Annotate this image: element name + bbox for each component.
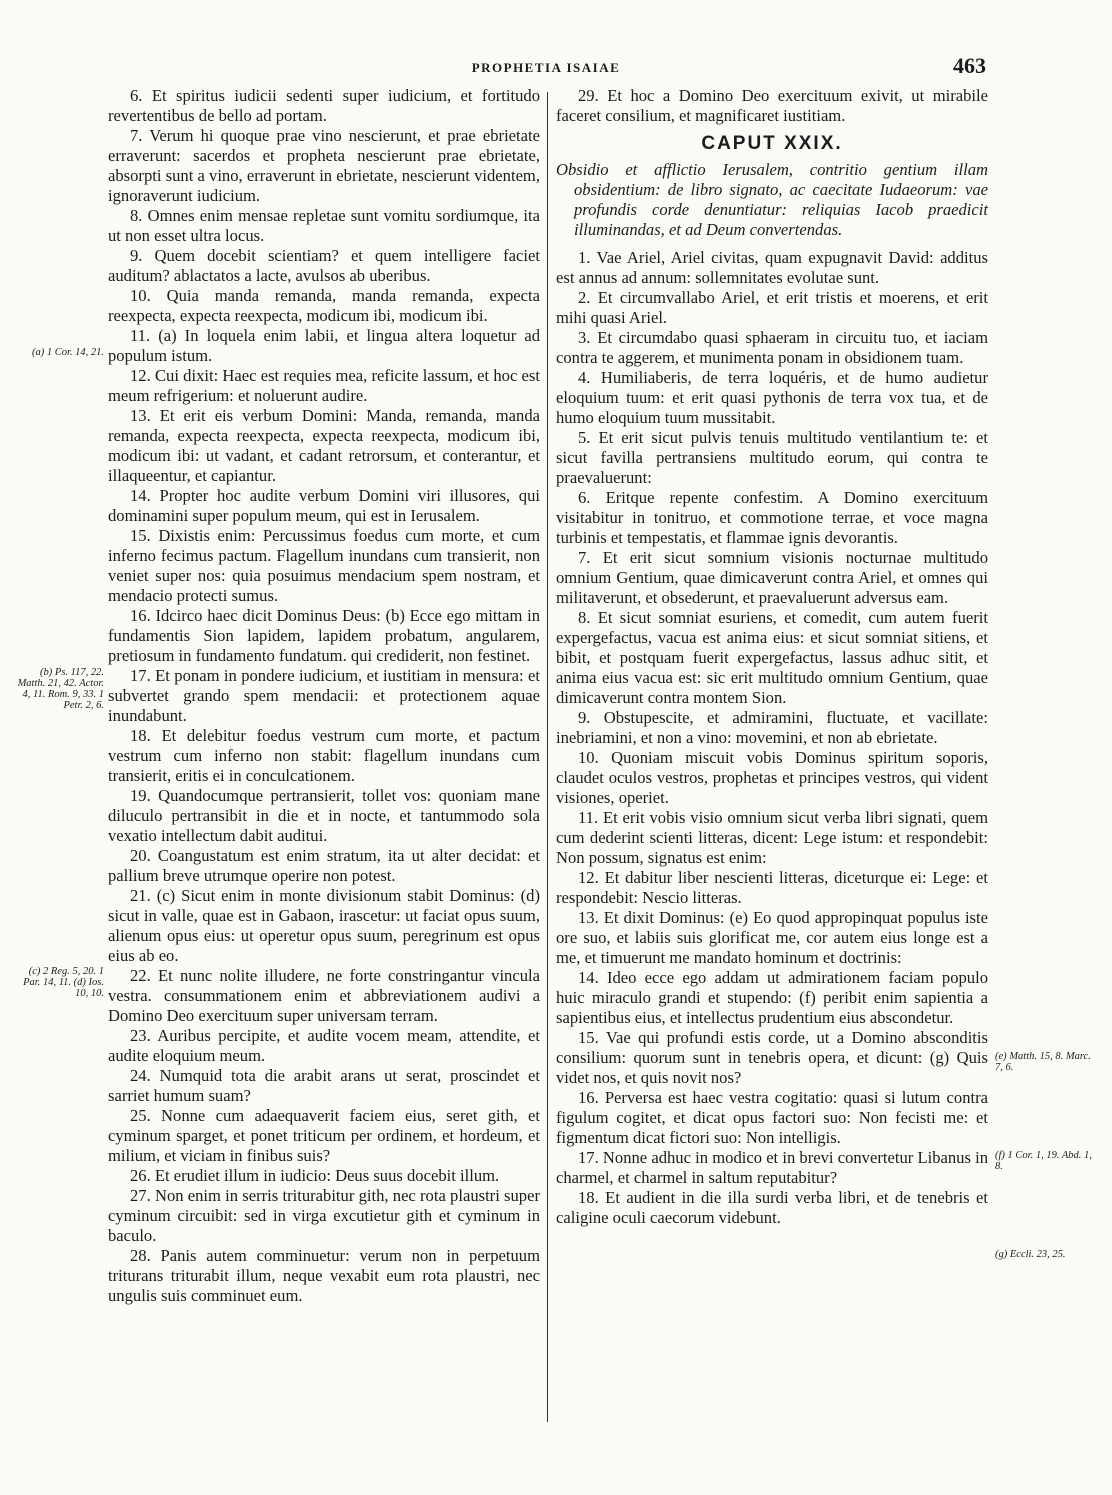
verse-paragraph: 10. Quia manda remanda, manda remanda, expecta reexpecta, expecta reexpecta, modicum ibi, modicum ibi. — [108, 286, 540, 325]
verse-paragraph: 6. Et spiritus iudicii sedenti super iudicium, et fortitudo revertentibus de bello ad portam. — [108, 86, 540, 125]
verse-paragraph: 29. Et hoc a Domino Deo exercituum exivit, ut mirabile faceret consilium, et magnificaret iustitiam. — [556, 86, 988, 125]
verse-paragraph: 5. Et erit sicut pulvis tenuis multitudo ventilantium te: et sicut favilla pertransiens multitudo eorum, qui contra te praevaluerunt: — [556, 428, 988, 487]
verse-paragraph: 16. Perversa est haec vestra cogitatio: quasi si lutum contra figulum cogitet, et dicat opus factori suo: Non fecisti me: et figmentum dicat fictori suo: Non intelligis. — [556, 1088, 988, 1147]
verse-paragraph: 6. Eritque repente confestim. A Domino exercituum visitabitur in tonitruo, et commotione terrae, et voce magna turbinis et tempestatis, et flammae ignis devorantis. — [556, 488, 988, 547]
verse-paragraph: 9. Quem docebit scientiam? et quem intelligere faciet auditum? ablactatos a lacte, avulsos ab uberibus. — [108, 246, 540, 285]
verse-paragraph: 17. Nonne adhuc in modico et in brevi convertetur Libanus in charmel, et charmel in saltum reputabitur? — [556, 1148, 988, 1187]
chapter-heading: CAPUT XXIX. — [701, 133, 843, 154]
verse-paragraph: 19. Quandocumque pertransierit, tollet vos: quoniam mane diluculo pertransibit in die et in nocte, et tantummodo sola vexatio intellectum dabit auditui. — [108, 786, 540, 845]
verse-paragraph: 25. Nonne cum adaequaverit faciem eius, seret gith, et cyminum sparget, et ponet triticum per ordinem, et hordeum, et milium, et viciam in finibus suis? — [108, 1106, 540, 1165]
column-divider — [547, 92, 548, 1422]
verse-paragraph: 4. Humiliaberis, de terra loquéris, et de humo audietur eloquium tuum: et erit quasi pythonis de terra vox tua, et de humo eloquium tuum mussitabit. — [556, 368, 988, 427]
verse-paragraph: 13. Et dixit Dominus: (e) Eo quod appropinquat populus iste ore suo, et labiis suis glorificat me, cor autem eius longe est a me, et timuerunt me mandato hominum et doctrinis: — [556, 908, 988, 967]
verse-paragraph: 8. Et sicut somniat esuriens, et comedit, cum autem fuerit expergefactus, vacua est anima eius: et sicut somniat sitiens, et bibit, et postquam fuerit expergefactus, lassus adhuc sitit, et anima eius vacua est: sic erit multitudo omnium Gentium, quae dimicaverunt contra montem Sion. — [556, 608, 988, 707]
verse-paragraph: 11. (a) In loquela enim labii, et lingua altera loquetur ad populum istum. — [108, 326, 540, 365]
verse-paragraph: 10. Quoniam miscuit vobis Dominus spiritum soporis, claudet oculos vestros, prophetas et principes vestros, qui vident visiones, operiet. — [556, 748, 988, 807]
verse-paragraph: 17. Et ponam in pondere iudicium, et iustitiam in mensura: et subvertet grando spem mendacii: et protectionem aquae inundabunt. — [108, 666, 540, 725]
verse-paragraph: 18. Et delebitur foedus vestrum cum morte, et pactum vestrum cum inferno non stabit: flagellum inundans cum transierit, eritis ei in conculcationem. — [108, 726, 540, 785]
verse-paragraph: 20. Coangustatum est enim stratum, ita ut alter decidat: et pallium breve utrumque operire non potest. — [108, 846, 540, 885]
verse-paragraph: 11. Et erit vobis visio omnium sicut verba libri signati, quem cum dederint scienti litteras, dicent: Lege istum: et respondebit: Non possum, signatus est enim: — [556, 808, 988, 867]
verse-paragraph: 23. Auribus percipite, et audite vocem meam, attendite, et audite eloquium meum. — [108, 1026, 540, 1065]
verse-paragraph: 14. Propter hoc audite verbum Domini viri illusores, qui dominamini super populum meum, qui est in Ierusalem. — [108, 486, 540, 525]
chapter-summary: Obsidio et afflictio Ierusalem, contritio gentium illam obsidentium: de libro signato, ac caecitate Iudaeorum: vae profundis corde denuntiatur: reliquias Iacob praedicit illuminandas, et ad Deum convertendas. — [556, 160, 988, 239]
margin-note-e: (e) Matth. 15, 8. Marc. 7, 6. — [995, 1051, 1091, 1073]
margin-note-cd: (c) 2 Reg. 5, 20. 1 Par. 14, 11. (d) Ios. 10, 10. — [23, 966, 104, 999]
running-title: PROPHETIA ISAIAE — [471, 60, 621, 75]
verse-paragraph: 7. Et erit sicut somnium visionis nocturnae multitudo omnium Gentium, quae dimicaverunt contra Ariel, et omnes qui militaverunt, et obsederunt, et praevaluerunt adversus eam. — [556, 548, 988, 607]
verse-paragraph: 8. Omnes enim mensae repletae sunt vomitu sordiumque, ita ut non esset ultra locus. — [108, 206, 540, 245]
verse-paragraph: 22. Et nunc nolite illudere, ne forte constringantur vincula vestra. consummationem enim et abbreviationem audivi a Domino Deo exercituum super universam terram. — [108, 966, 540, 1025]
verse-paragraph: 27. Non enim in serris triturabitur gith, nec rota plaustri super cyminum circuibit: sed in virga excutietur gith et cyminum in baculo. — [108, 1186, 540, 1245]
verse-paragraph: 12. Et dabitur liber nescienti litteras, diceturque ei: Lege: et respondebit: Nescio litteras. — [556, 868, 988, 907]
verse-paragraph: 2. Et circumvallabo Ariel, et erit tristis et moerens, et erit mihi quasi Ariel. — [556, 288, 988, 327]
verse-paragraph: 14. Ideo ecce ego addam ut admirationem faciam populo huic miraculo grandi et stupendo: (f) peribit enim sapientia a sapientibus eius, et intellectus prudentium eius abscondetur. — [556, 968, 988, 1027]
verse-paragraph: 18. Et audient in die illa surdi verba libri, et de tenebris et caligine oculi caecorum videbunt. — [556, 1188, 988, 1227]
margin-note-a: (a) 1 Cor. 14, 21. — [31, 347, 104, 358]
page-number: 463 — [953, 53, 986, 78]
verse-paragraph: 7. Verum hi quoque prae vino nescierunt, et prae ebrietate erraverunt: sacerdos et propheta nescierunt prae ebrietate, absorpti sunt a vino, erraverunt in ebrietate, nescierunt videntem, ignoraverunt iudicium. — [108, 126, 540, 205]
verse-paragraph: 28. Panis autem comminuetur: verum non in perpetuum triturans triturabit illum, neque vexabit eum rota plaustri, nec ungulis suis comminuet eum. — [108, 1246, 540, 1305]
margin-note-f: (f) 1 Cor. 1, 19. Abd. 1, 8. — [995, 1150, 1092, 1172]
verse-paragraph: 15. Dixistis enim: Percussimus foedus cum morte, et cum inferno fecimus pactum. Flagellum inundans cum transierit, non veniet super nos: quia posuimus mendacium spem nostram, et mendacio protecti sumus. — [108, 526, 540, 605]
verse-paragraph: 24. Numquid tota die arabit arans ut serat, proscindet et sarriet humum suam? — [108, 1066, 540, 1105]
right-verses — [556, 248, 988, 1228]
verse-paragraph: 21. (c) Sicut enim in monte divisionum stabit Dominus: (d) sicut in valle, quae est in Gabaon, irascetur: ut faciat opus suum, alienum opus eius: ut operetur opus suum, peregrinum est opus eius ab eo. — [108, 886, 540, 965]
verse-paragraph: 26. Et erudiet illum in iudicio: Deus suus docebit illum. — [130, 1166, 500, 1185]
right-column — [556, 86, 988, 1228]
verse-paragraph: 1. Vae Ariel, Ariel civitas, quam expugnavit David: additus est annus ad annum: sollemnitates evolutae sunt. — [556, 248, 988, 287]
verse-paragraph: 3. Et circumdabo quasi sphaeram in circuitu tuo, et iaciam contra te aggerem, et munimenta ponam in obsidionem tuam. — [556, 328, 988, 367]
verse-paragraph: 15. Vae qui profundi estis corde, ut a Domino absconditis consilium: quorum sunt in tenebris opera, et dicunt: (g) Quis videt nos, et quis novit nos? — [556, 1028, 988, 1087]
verse-paragraph: 16. Idcirco haec dicit Dominus Deus: (b) Ecce ego mittam in fundamentis Sion lapidem, lapidem probatum, angularem, pretiosum in fundamento fundatum. qui crediderit, non festinet. — [108, 606, 540, 665]
verse-paragraph: 13. Et erit eis verbum Domini: Manda, remanda, manda remanda, expecta reexpecta, expecta reexpecta, modicum ibi, modicum ibi: ut vadant, et cadant retrorsum, et conterantur, et illaqueentur, et capiantur. — [108, 406, 540, 485]
verse-paragraph: 9. Obstupescite, et admiramini, fluctuate, et vacillate: inebriamini, et non a vino: movemini, et non ab ebrietate. — [556, 708, 988, 747]
left-column — [108, 86, 540, 1306]
margin-note-g: (g) Eccli. 23, 25. — [995, 1249, 1066, 1260]
margin-note-b: (b) Ps. 117, 22. Matth. 21, 42. Actor. 4, 11. Rom. 9, 33. 1 Petr. 2, 6. — [17, 667, 104, 711]
verse-paragraph: 12. Cui dixit: Haec est requies mea, reficite lassum, et hoc est meum refrigerium: et noluerunt audire. — [108, 366, 540, 405]
